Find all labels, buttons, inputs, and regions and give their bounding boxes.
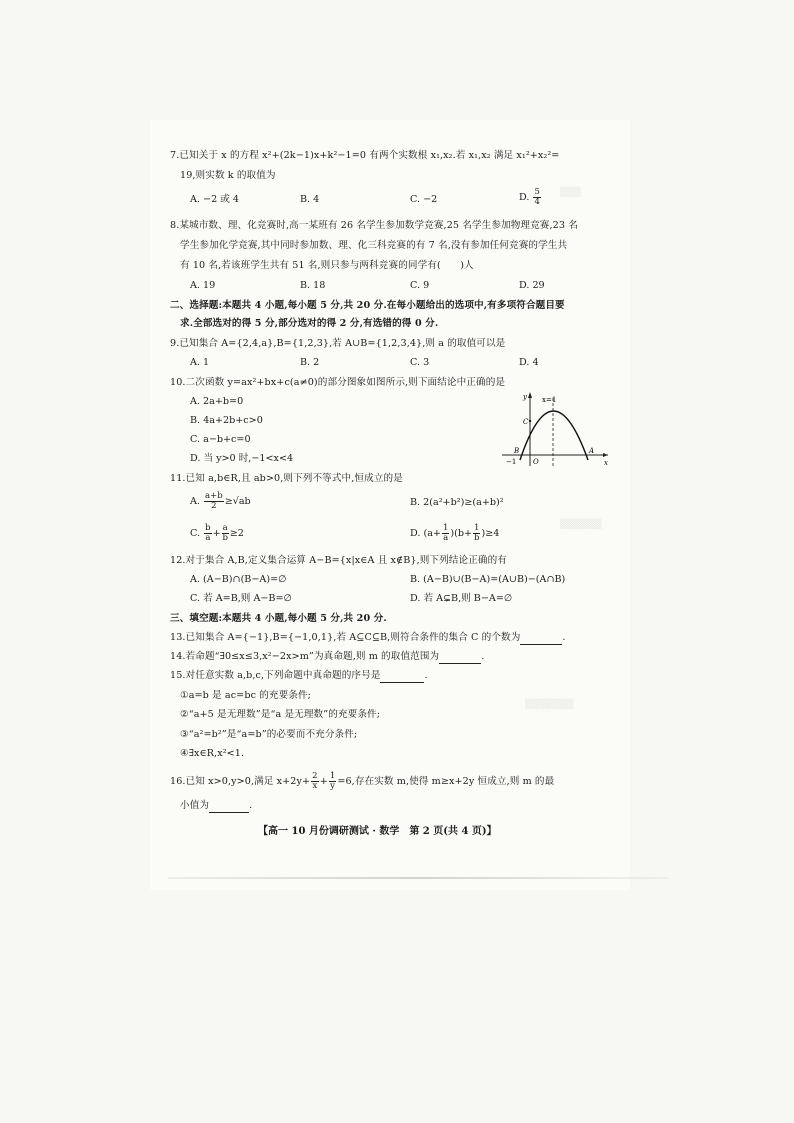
q13-stem: 13.已知集合 A={−1},B={−1,0,1},若 A⊆C⊆B,则符合条件的集合 C 的个数为 .: [170, 632, 566, 643]
q16-line2-text: 小值为: [180, 800, 210, 811]
fraction-numerator: 2: [312, 771, 318, 781]
section2-heading-line2: 求.全部选对的得 5 分,部分选对的得 2 分,有选错的得 0 分.: [180, 318, 439, 329]
q7-option-d-label: D.: [519, 192, 530, 203]
q10-option-d: D. 当 y>0 时,−1<x<4: [190, 453, 294, 464]
q12-option-c: C. 若 A=B,则 A−B=∅: [190, 593, 292, 604]
q16-stem-line1: [170, 772, 554, 791]
q11-option-b: B. 2(a²+b²)≥(a+b)²: [410, 497, 504, 508]
fraction-denominator: a: [205, 533, 211, 543]
q16-line2-end: .: [249, 800, 253, 811]
q9-option-b: B. 2: [300, 357, 320, 368]
plus-sign: +: [319, 776, 328, 787]
q7-option-d-fraction: [533, 188, 540, 207]
q15-stem: 15.对任意实数 a,b,c,下列命题中真命题的序号是 .: [170, 670, 428, 681]
q16-text-pre: 16.已知 x>0,y>0,满足 x+2y+: [170, 776, 311, 787]
bleed-through: ▒▒▒: [560, 188, 581, 198]
q10-option-b: B. 4a+2b+c>0: [190, 415, 263, 426]
fraction: [329, 772, 337, 791]
q11-option-d: [410, 524, 499, 543]
option-rest: ≥√ab: [224, 496, 251, 507]
label-a: A: [589, 447, 595, 455]
x-axis-arrow: [603, 453, 608, 457]
scan-edge: [168, 877, 668, 879]
q7-option-b: B. 4: [300, 194, 320, 205]
q9-stem: 9.已知集合 A={2,4,a},B={1,2,3},若 A∪B={1,2,3,4},则 a 的取值可以是: [170, 338, 506, 349]
label-origin: O: [533, 458, 539, 466]
q16-text-post: =6,存在实数 m,使得 m≥x+2y 恒成立,则 m 的最: [337, 776, 555, 787]
section3-heading: 三、填空题:本题共 4 小题,每小题 5 分,共 20 分.: [170, 613, 387, 624]
q8-stem-line1: 8.某城市数、理、化竞赛时,高一某班有 26 名学生参加数学竞赛,25 名学生参加物理竞赛,23 名: [170, 220, 578, 231]
q16-answer-blank[interactable]: [209, 800, 249, 813]
label-x: x: [604, 459, 608, 467]
label-y: y: [523, 393, 527, 401]
point-c: [529, 420, 531, 422]
q8-stem-line2: 学生参加化学竞赛,其中同时参加数、理、化三科竞赛的有 7 名,没有参加任何竞赛的学生共: [180, 240, 568, 251]
q15-item-4: ④∃x∈R,x²<1.: [180, 748, 245, 759]
fraction-numerator: a+b: [205, 491, 223, 501]
fraction-numerator: a: [222, 523, 228, 533]
fraction: [204, 492, 224, 511]
q9-option-c: C. 3: [410, 357, 430, 368]
fraction-numerator: 1: [474, 523, 480, 533]
option-label: C.: [190, 528, 201, 539]
label-c: C: [523, 418, 529, 426]
section2-heading-line1: 二、选择题:本题共 4 小题,每小题 5 分,共 20 分.在每小题给出的选项中,有多项符合题目要: [170, 300, 565, 311]
fraction: [442, 524, 449, 543]
label-b: B: [514, 447, 520, 455]
fraction-numerator: 5: [534, 187, 540, 197]
q9-option-a: A. 1: [190, 357, 210, 368]
q15-item-1: ①a=b 是 ac=bc 的充要条件;: [180, 690, 311, 701]
q7-stem-line2: 19,则实数 k 的取值为: [180, 170, 276, 181]
q10-option-c: C. a−b+c=0: [190, 434, 251, 445]
q8-option-b: B. 18: [300, 280, 326, 291]
q15-text: 15.对任意实数 a,b,c,下列命题中真命题的序号是: [170, 670, 381, 681]
q7-option-c: C. −2: [410, 194, 438, 205]
q8-option-d: D. 29: [519, 280, 545, 291]
q15-answer-blank[interactable]: [380, 670, 424, 683]
label-axis: x=1: [542, 396, 557, 404]
fraction-denominator: 2: [211, 501, 217, 511]
fraction: [222, 524, 229, 543]
page-footer: 【高一 10 月份调研测试 · 数学 第 2 页(共 4 页)】: [258, 826, 497, 837]
fraction-denominator: b: [222, 533, 228, 543]
q11-option-a: [190, 492, 251, 511]
q12-stem: 12.对于集合 A,B,定义集合运算 A−B={x|x∈A 且 x∉B},则下列结论正确的有: [170, 555, 507, 566]
q14-text: 14.若命题“∃0≤x≤3,x²−2x>m”为真命题,则 m 的取值范围为: [170, 651, 440, 662]
q7-option-d: [519, 188, 542, 207]
fraction: [204, 524, 211, 543]
fraction: [311, 772, 319, 791]
plus-sign: +: [212, 528, 221, 539]
fraction-numerator: 1: [329, 771, 336, 781]
q12-option-b: B. (A−B)∪(B−A)=(A∪B)−(A∩B): [410, 574, 566, 585]
q12-option-a: A. (A−B)∩(B−A)=∅: [190, 574, 287, 585]
option-rest: )≥4: [481, 528, 500, 539]
q9-option-d: D. 4: [519, 357, 539, 368]
fraction-numerator: 1: [442, 523, 449, 533]
q8-option-a: A. 19: [190, 280, 216, 291]
q13-text: 13.已知集合 A={−1},B={−1,0,1},若 A⊆C⊆B,则符合条件的集合 C 的个数为: [170, 632, 521, 643]
q10-option-a: A. 2a+b=0: [190, 396, 244, 407]
option-mid: )(b+: [450, 528, 473, 539]
bleed-through: ▒▒▒▒▒▒: [560, 520, 602, 530]
option-rest: ≥2: [229, 528, 244, 539]
q8-option-c: C. 9: [410, 280, 430, 291]
fraction-denominator: 4: [534, 197, 540, 207]
q15-item-2: ②“a+5 是无理数”是“a 是无理数”的充要条件;: [180, 709, 381, 720]
y-axis-arrow: [528, 392, 532, 398]
fraction: [473, 524, 480, 543]
fraction-denominator: b: [474, 533, 480, 543]
q11-stem: 11.已知 a,b∈R,且 ab>0,则下列不等式中,恒成立的是: [170, 473, 403, 484]
q15-item-3: ③“a²=b²”是“a=b”的必要而不充分条件;: [180, 729, 358, 740]
q10-stem: 10.二次函数 y=ax²+bx+c(a≠0)的部分图象如图所示,则下面结论中正确的是: [170, 377, 506, 388]
q8-stem-line3: 有 10 名,若该班学生共有 51 名,则只参与两科竞赛的同学有( )人: [180, 260, 474, 271]
q7-stem-line1: 7.已知关于 x 的方程 x²+(2k−1)x+k²−1=0 有两个实数根 x₁,x₂.若 x₁,x₂ 满足 x₁²+x₂²=: [170, 150, 560, 161]
q14-answer-blank[interactable]: [439, 651, 481, 664]
q13-answer-blank[interactable]: [520, 632, 562, 645]
fraction-denominator: a: [443, 533, 449, 543]
fraction-denominator: x: [312, 781, 318, 791]
label-minus-one: −1: [506, 458, 517, 466]
q7-option-a: A. −2 或 4: [190, 194, 239, 205]
option-label: A.: [190, 496, 200, 507]
q12-option-d: D. 若 A⊊B,则 B−A=∅: [410, 593, 513, 604]
q14-stem: 14.若命题“∃0≤x≤3,x²−2x>m”为真命题,则 m 的取值范围为 .: [170, 651, 485, 662]
bleed-through: ▒▒▒▒▒▒▒: [525, 700, 574, 710]
option-label: D. (a+: [410, 528, 441, 539]
q16-stem-line2: [180, 800, 252, 813]
q11-option-c: [190, 524, 244, 543]
parabola-graph: [500, 390, 612, 468]
fraction-numerator: b: [205, 523, 211, 533]
fraction-denominator: y: [330, 781, 336, 791]
